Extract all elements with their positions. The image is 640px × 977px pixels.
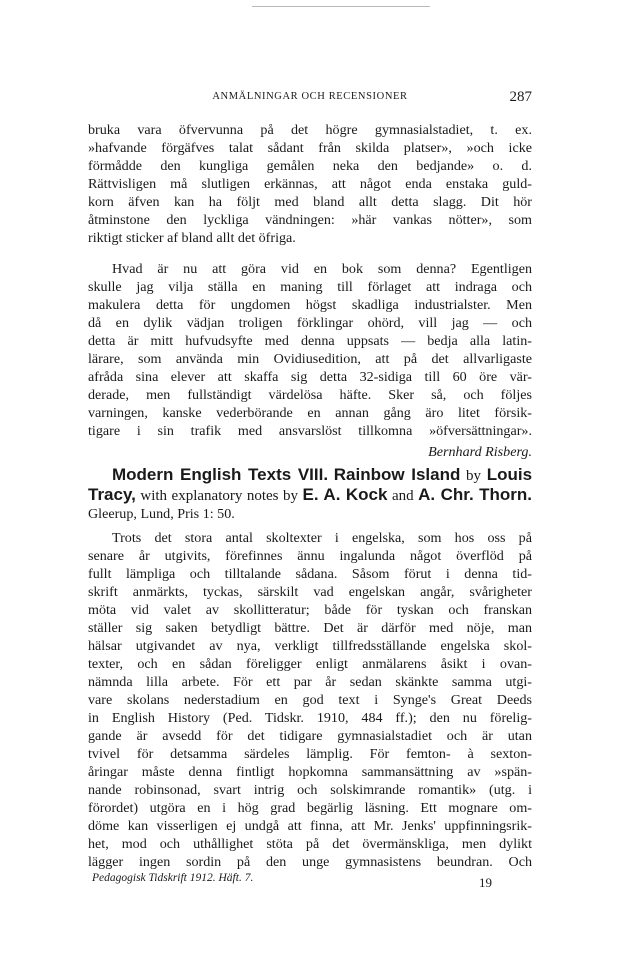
text-line: skrift anmärkts, tyckas, särskilt vad engelskan angår, svårigheter [88, 584, 532, 600]
title-line-2 [88, 485, 532, 506]
text-line: nämnda lilla arbete. För ett par år sedan skänkte samma utgi- [88, 674, 532, 690]
running-title: ANMÄLNINGAR OCH RECENSIONER [212, 91, 408, 102]
text-line: in English History (Ped. Tidskr. 1910, 484 ff.); den nu förelig- [88, 710, 532, 726]
text-line: åtminstone den lyckliga vändningen: »här vankas nötter», som [88, 212, 532, 228]
text-line: gande är avsedd för det tidigare gymnasialstadiet och är utan [88, 728, 532, 744]
text-line: lägger ingen sordin på den unge gymnasistens beundran. Och [88, 854, 532, 870]
journal-signature: Pedagogisk Tidskrift 1912. Häft. 7. [92, 872, 254, 884]
page-header [88, 89, 532, 107]
book-title: Rainbow Island [333, 465, 461, 484]
text-line: tigare i sin trafik med ansvarslöst tillkomna »öfversättningar». [88, 423, 532, 439]
text-line: vare skolans nederstadium en god text i Synge's Great Deeds [88, 692, 532, 708]
top-rule [252, 6, 430, 7]
text-line: detta är mitt hufvudsyfte med denna uppsats — bedja alla latin- [88, 333, 532, 349]
text-line: tvivel för detsamma särdeles lämplig. För femton- à sexton- [88, 746, 532, 762]
text-line: senare år utgivits, förefinnes ännu ingalunda något överflöd på [88, 548, 532, 564]
notes-text: with explanatory notes by [140, 488, 299, 504]
editor-1: E. A. Kock [302, 485, 388, 504]
text-line: då en dylik vädjan troligen förklingar ohörd, vill jag — och [88, 315, 532, 331]
text-line: fullt lämpliga och tilltalande sådana. Såsom förut i denna tid- [88, 566, 532, 582]
text-line: bruka vara öfvervunna på det högre gymnasialstadiet, t. ex. [88, 122, 532, 138]
text-line: afråda sina elever att skaffa sig detta 32-sidiga till 60 öre vär- [88, 369, 532, 385]
and-text: and [391, 488, 414, 504]
text-line: döme kan visserligen ej undgå att finna, att Mr. Jenks' uppfinningsrik- [88, 818, 532, 834]
text-line: nande robinsonad, svart intrig och solskimrande romantik» (utg. i [88, 782, 532, 798]
text-line: het, mod och uthållighet stöta på det övermänskliga, men dylikt [88, 836, 532, 852]
text-line: Rättvisligen må slutligen erkännas, att något enda enstaka guld- [88, 176, 532, 192]
text-line: makulera detta för ungdomen högst skadliga industrialster. Men [88, 297, 532, 313]
text-line: Hvad är nu att göra vid en bok som denna? Egentligen [112, 261, 532, 277]
text-line: lärare, som använda min Ovidiusedition, att på det allvarligaste [88, 351, 532, 367]
text-line: derade, men fullständigt värdelösa häfte. Sker så, och följes [88, 387, 532, 403]
text-line: hälsar utgivandet av nya, verkligt tillfredsställande engelska skol- [88, 638, 532, 654]
publisher-line: Gleerup, Lund, Pris 1: 50. [88, 506, 235, 522]
text-line: texter, och en sådan föreligger enligt anmälarens åsikt i ovan- [88, 656, 532, 672]
text-line: »hafvande förgäfves talat sådant från skilda platser», »och icke [88, 140, 532, 156]
text-line: åringar måste denna fintligt hopkomna sammansättning av »spän- [88, 764, 532, 780]
sheet-number: 19 [479, 875, 492, 890]
text-line: förordet) utgöra en i hög grad begärlig läsning. Ett mognare om- [88, 800, 532, 816]
author-first-name: Louis [486, 465, 533, 484]
text-line: korn äfven kan ha följt med bland allt detta slagg. Dit hör [88, 194, 532, 210]
author-last-name: Tracy, [88, 485, 136, 504]
title-line-1 [88, 465, 532, 486]
text-line: Trots det stora antal skoltexter i engelska, som hos oss på [112, 530, 532, 546]
by-text: by [466, 468, 482, 484]
page-footer [92, 872, 492, 892]
signature: Bernhard Risberg. [428, 444, 532, 460]
text-line: ställer sig saken betydligt bättre. Det är därför med nöje, man [88, 620, 532, 636]
text-line: förmådde den kungliga gemålen neka den bedjande» o. d. [88, 158, 532, 174]
text-line: riktigt sticker af bland allt det öfriga. [88, 230, 296, 246]
text-line: skulle jag vilja ställa en maning till förlaget att indraga och [88, 279, 532, 295]
text-line: möta vid valet av skollitteratur; både för tyskan och franskan [88, 602, 532, 618]
editor-2: A. Chr. Thorn. [418, 485, 533, 504]
series-title: Modern English Texts VIII. [112, 465, 329, 484]
page-number: 287 [509, 89, 532, 105]
text-line: varningen, kanske vederbörande en annan gång äro litet försik- [88, 405, 532, 421]
